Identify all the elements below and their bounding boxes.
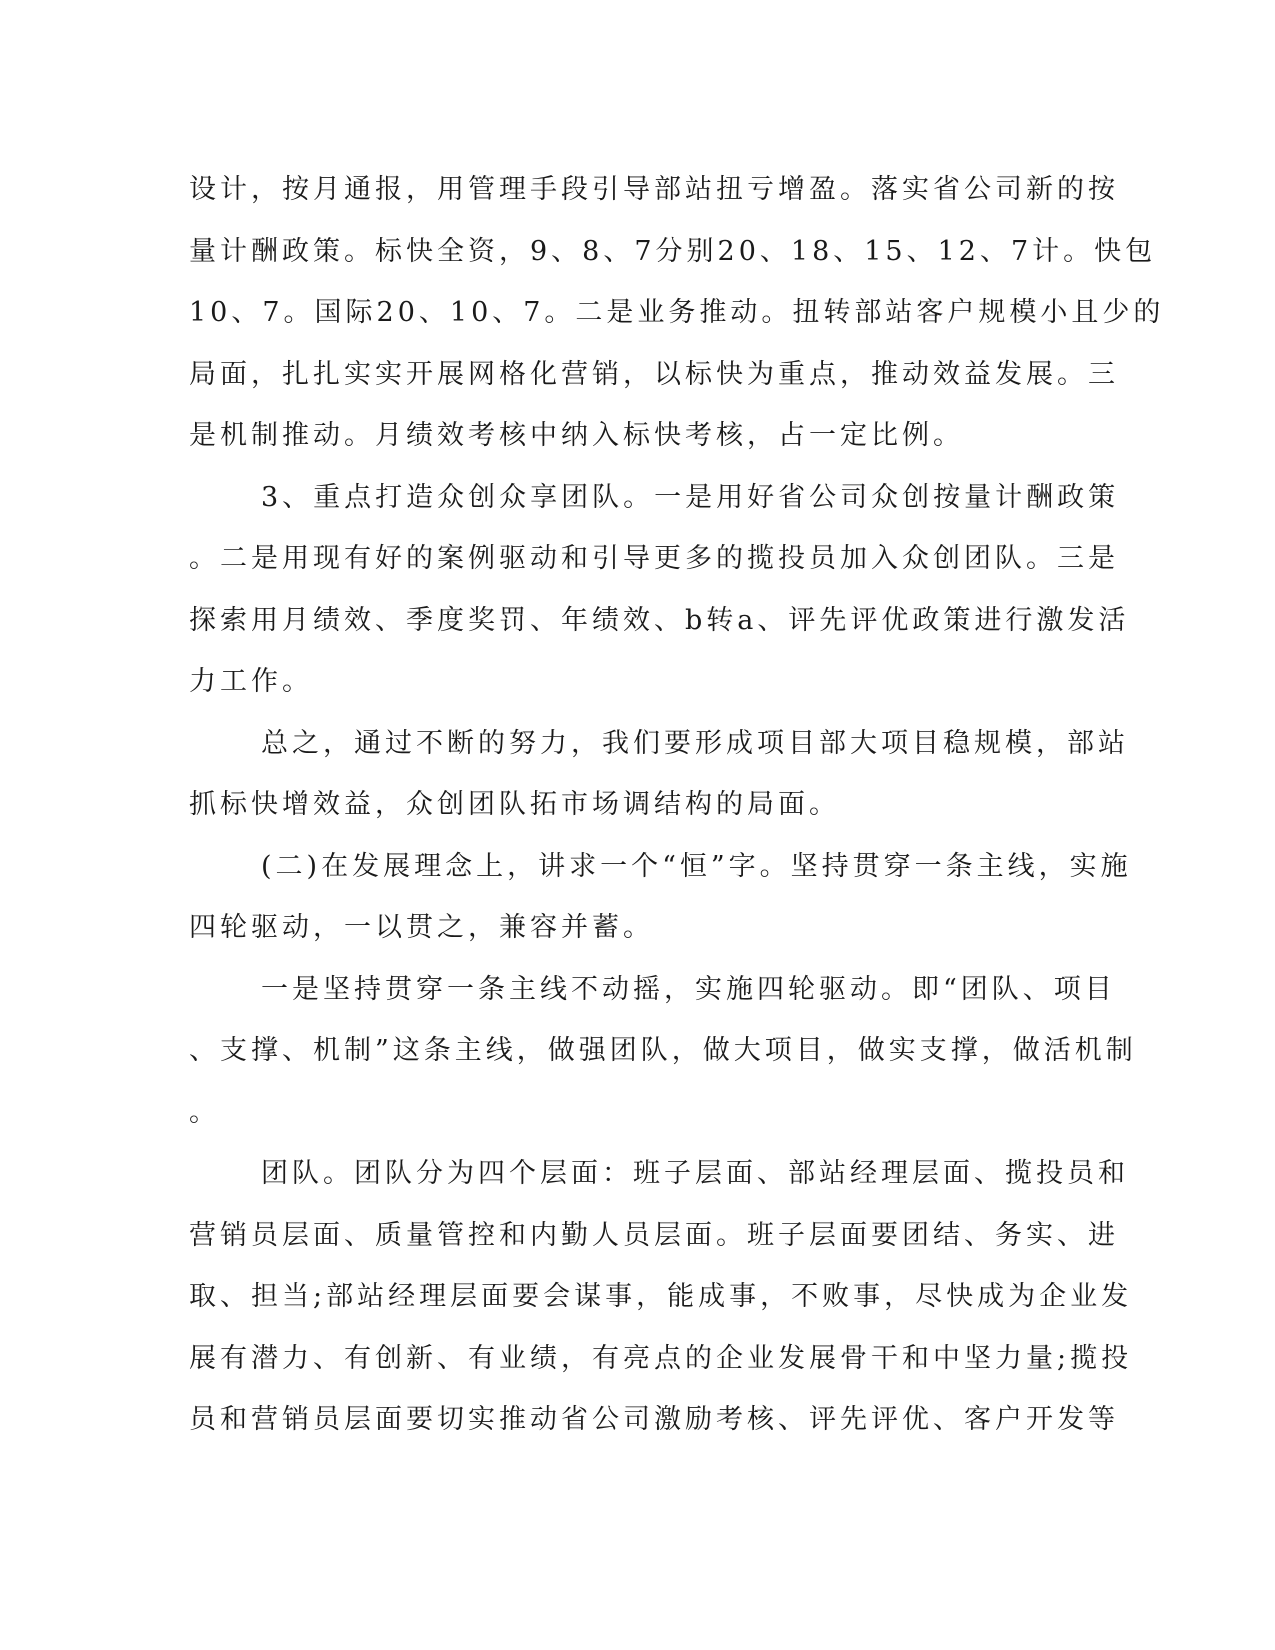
text-line-19: 取、担当;部站经理层面要会谋事，能成事，不败事，尽快成为企业发 (189, 1281, 1133, 1312)
text-line-5: 是机制推动。月绩效考核中纳入标快考核，占一定比例。 (189, 420, 964, 451)
text-line-13: 四轮驱动，一以贯之，兼容并蓄。 (189, 912, 654, 943)
text-line-4: 局面，扎扎实实开展网格化营销，以标快为重点，推动效益发展。三 (189, 358, 1119, 390)
document-body (189, 159, 1165, 1451)
text-line-9: 力工作。 (189, 666, 313, 697)
text-line-18: 营销员层面、质量管控和内勤人员层面。班子层面要团结、务实、进 (189, 1219, 1119, 1251)
text-line-1: 设计，按月通报，用管理手段引导部站扭亏增盈。落实省公司新的按 (189, 174, 1119, 205)
text-line-8: 探索用月绩效、季度奖罚、年绩效、b转a、评先评优政策进行激发活 (189, 604, 1130, 636)
text-line-14: 一是坚持贯穿一条主线不动摇，实施四轮驱动。即“团队、项目 (261, 973, 1116, 1005)
text-line-6: 3、重点打造众创众享团队。一是用好省公司众创按量计酬政策 (261, 481, 1120, 513)
text-line-12: (二)在发展理念上，讲求一个“恒”字。坚持贯穿一条主线，实施 (261, 850, 1132, 882)
text-line-3: 10、7。国际20、10、7。二是业务推动。扭转部站客户规模小且少的 (189, 297, 1165, 328)
text-line-17: 团队。团队分为四个层面：班子层面、部站经理层面、揽投员和 (261, 1158, 1129, 1189)
text-line-7: 。二是用现有好的案例驱动和引导更多的揽投员加入众创团队。三是 (189, 543, 1119, 574)
text-line-15: 、支撑、机制”这条主线，做强团队，做大项目，做实支撑，做活机制 (189, 1035, 1137, 1066)
text-line-20: 展有潜力、有创新、有业绩，有亮点的企业发展骨干和中坚力量;揽投 (189, 1342, 1133, 1374)
text-line-10: 总之，通过不断的努力，我们要形成项目部大项目稳规模，部站 (261, 727, 1129, 759)
text-line-21: 员和营销员层面要切实推动省公司激励考核、评先评优、客户开发等 (189, 1404, 1119, 1435)
text-line-16: 。 (189, 1096, 220, 1128)
text-line-2: 量计酬政策。标快全资，9、8、7分别20、18、15、12、7计。快包 (189, 235, 1157, 267)
text-line-11: 抓标快增效益，众创团队拓市场调结构的局面。 (189, 789, 840, 820)
